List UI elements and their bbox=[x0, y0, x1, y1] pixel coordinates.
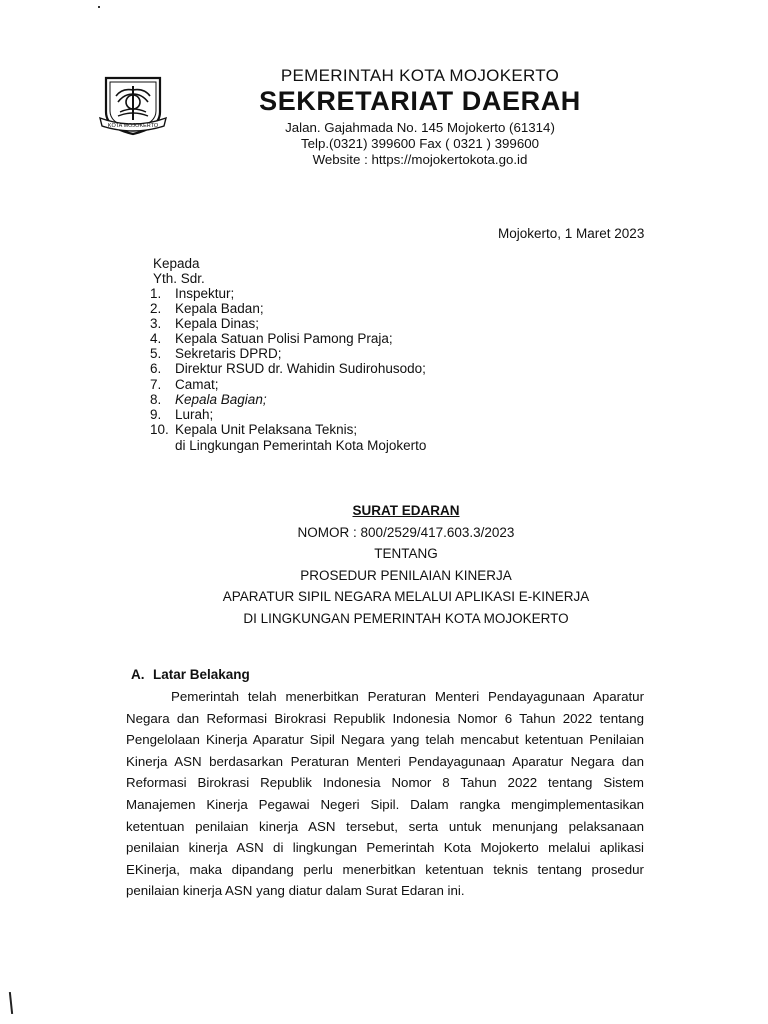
list-number: 2. bbox=[150, 301, 162, 317]
letter-date: Mojokerto, 1 Maret 2023 bbox=[498, 226, 645, 241]
scan-speck bbox=[98, 6, 100, 8]
list-number: 10. bbox=[150, 421, 169, 437]
recipient-list bbox=[150, 286, 426, 437]
kepada-label: Kepada bbox=[153, 256, 200, 271]
seal-banner-text: KOTA MOJOKERTO bbox=[107, 123, 159, 129]
list-item bbox=[150, 346, 426, 361]
list-number: 6. bbox=[150, 361, 162, 377]
list-number: 7. bbox=[150, 376, 162, 392]
circular-number: NOMOR : 800/2529/417.603.3/2023 bbox=[297, 524, 515, 540]
subject-line: PROSEDUR PENILAIAN KINERJA bbox=[300, 567, 512, 583]
government-name: PEMERINTAH KOTA MOJOKERTO bbox=[280, 66, 560, 85]
section-title: Latar Belakang bbox=[153, 667, 250, 682]
list-text: Kepala Dinas; bbox=[175, 316, 260, 332]
list-number: 5. bbox=[150, 346, 162, 362]
list-item bbox=[150, 377, 426, 392]
list-item bbox=[150, 286, 426, 301]
scan-edge-mark bbox=[9, 992, 13, 1014]
list-item bbox=[150, 301, 426, 316]
list-number: 4. bbox=[150, 331, 162, 347]
letterhead-contact bbox=[190, 120, 650, 168]
list-number: 1. bbox=[150, 286, 162, 301]
circular-title: SURAT EDARAN bbox=[352, 503, 460, 518]
list-text: Lurah; bbox=[175, 406, 214, 422]
list-number: 9. bbox=[150, 406, 162, 422]
section-heading bbox=[131, 667, 250, 682]
tentang-label: TENTANG bbox=[374, 546, 438, 561]
kota-mojokerto-seal-icon bbox=[98, 72, 168, 138]
yth-label: Yth. Sdr. bbox=[153, 271, 205, 286]
list-item bbox=[150, 392, 426, 407]
list-item bbox=[150, 331, 426, 346]
list-number: 3. bbox=[150, 316, 162, 332]
list-text: Direktur RSUD dr. Wahidin Sudirohusodo; bbox=[175, 361, 426, 377]
list-item bbox=[150, 361, 426, 376]
subject-line: APARATUR SIPIL NEGARA MELALUI APLIKASI E-KINERJA bbox=[222, 589, 590, 604]
list-text: Inspektur; bbox=[175, 286, 235, 301]
list-text: Kepala Unit Pelaksana Teknis; bbox=[175, 421, 358, 437]
office-name: SEKRETARIAT DAERAH bbox=[259, 86, 581, 116]
list-text: Kepala Badan; bbox=[175, 301, 264, 317]
list-text: Camat; bbox=[175, 376, 219, 392]
address-line: Jalan. Gajahmada No. 145 Mojokerto (61314) bbox=[285, 120, 555, 135]
subject-line: DI LINGKUNGAN PEMERINTAH KOTA MOJOKERTO bbox=[243, 610, 569, 626]
list-item bbox=[150, 422, 426, 437]
list-item bbox=[150, 316, 426, 331]
circular-heading bbox=[150, 500, 662, 629]
section-letter: A. bbox=[131, 667, 145, 682]
phone-line: Telp.(0321) 399600 Fax ( 0321 ) 399600 bbox=[300, 136, 540, 151]
list-text: Kepala Bagian; bbox=[175, 391, 267, 407]
list-text: Kepala Satuan Polisi Pamong Praja; bbox=[175, 331, 393, 347]
list-number: 8. bbox=[150, 391, 162, 407]
recipient-salutation bbox=[153, 256, 205, 286]
background-paragraph: Pemerintah telah menerbitkan Peraturan Menteri Pendayagunaan Aparatur Negara dan Reformasi Birokrasi Republik Indonesia Nomor 6 Tahun 2022 tentang Pengelolaan Kinerja Aparatur Sipil Negara yang telah mencabut ketentuan Penilaian Kinerja ASN berdasarkan Peraturan Menteri Pendayagunaan Aparatur Negara dan Reformasi Birokrasi Republik Indonesia Nomor 8 Tahun 2022 tentang Sistem Manajemen Kinerja Pegawai Negeri Sipil. Dalam rangka mengimplementasikan ketentuan penilaian kinerja ASN tersebut, serta untuk menunjang pelaksanaan penilaian kinerja ASN di lingkungan Pemerintah Kota Mojokerto melalui aplikasi EKinerja, maka dipandang perlu menerbitkan ketentuan teknis tentang prosedur penilaian kinerja ASN yang diatur dalam Surat Edaran ini. bbox=[126, 689, 644, 899]
list-text: Sekretaris DPRD; bbox=[175, 346, 282, 362]
recipient-scope: di Lingkungan Pemerintah Kota Mojokerto bbox=[175, 438, 427, 453]
website-line: Website : https://mojokertokota.go.id bbox=[312, 152, 528, 167]
list-item bbox=[150, 407, 426, 422]
